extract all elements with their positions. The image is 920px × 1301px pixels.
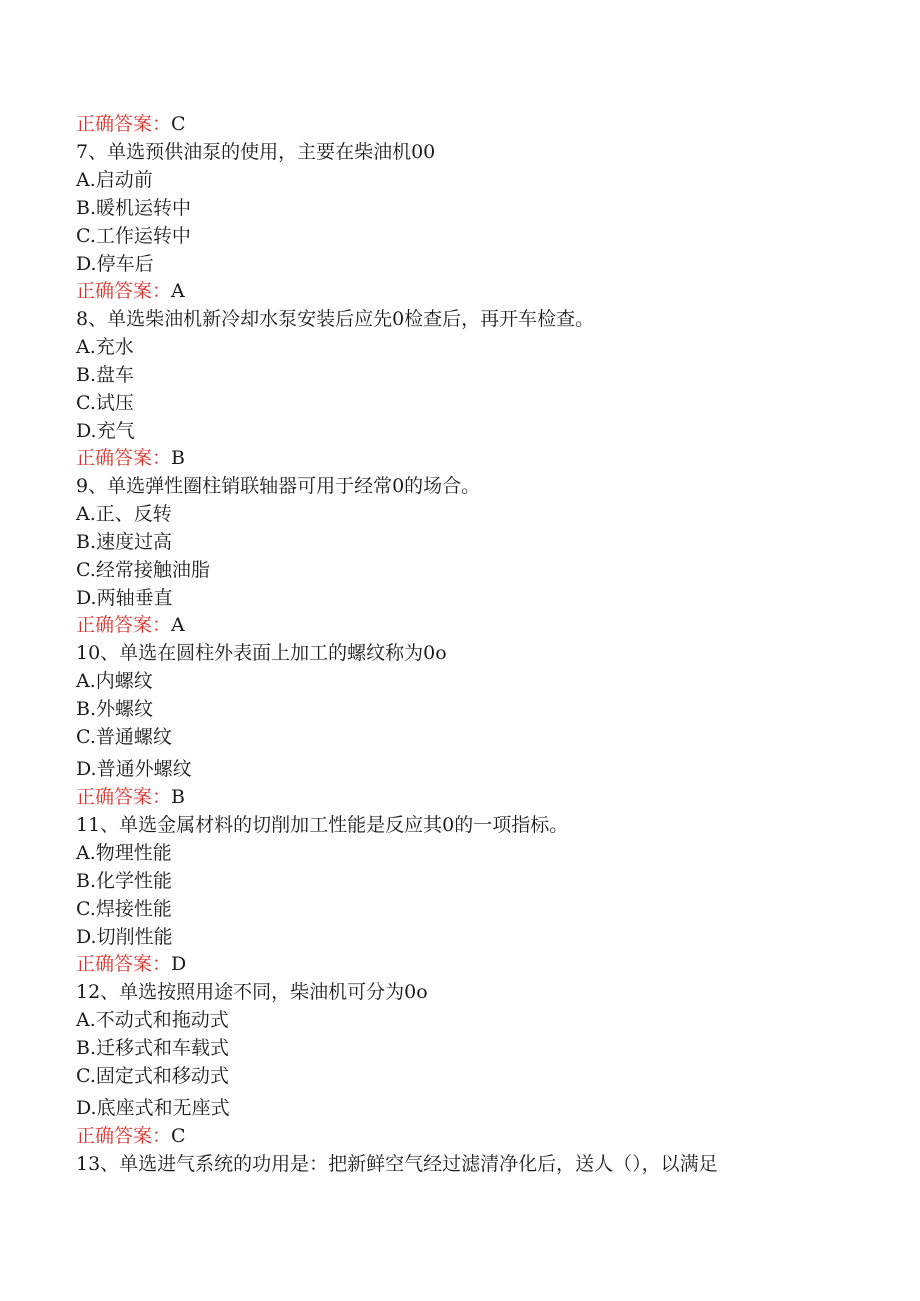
option-a: A.物理性能 bbox=[76, 842, 172, 864]
answer-label: 正确答案： bbox=[76, 113, 172, 135]
option-d: D.两轴垂直 bbox=[76, 587, 173, 609]
question-stem: 11、单选金属材料的切削加工性能是反应其0的一项指标。 bbox=[76, 814, 569, 836]
option-d: D.普通外螺纹 bbox=[76, 758, 192, 780]
answer-line bbox=[76, 613, 185, 637]
question-stem: 13、单选进气系统的功用是：把新鲜空气经过滤清净化后，送人（），以满足 bbox=[76, 1153, 718, 1175]
option-a: A.充水 bbox=[76, 336, 134, 358]
question-stem: 12、单选按照用途不同，柴油机可分为0o bbox=[76, 981, 428, 1003]
answer-value: B bbox=[171, 786, 185, 808]
option-b: B.迁移式和车载式 bbox=[76, 1037, 230, 1059]
option-d: D.充气 bbox=[76, 420, 135, 442]
option-a: A.启动前 bbox=[76, 169, 153, 191]
option-b: B.化学性能 bbox=[76, 870, 173, 892]
answer-value: C bbox=[171, 1125, 186, 1147]
answer-label: 正确答案： bbox=[76, 953, 172, 975]
option-c: C.普通螺纹 bbox=[76, 726, 172, 748]
answer-label: 正确答案： bbox=[76, 280, 172, 302]
answer-label: 正确答案： bbox=[76, 1125, 172, 1147]
answer-label: 正确答案： bbox=[76, 447, 172, 469]
option-d: D.切削性能 bbox=[76, 926, 173, 948]
option-b: B.速度过高 bbox=[76, 531, 173, 553]
option-c: C.焊接性能 bbox=[76, 898, 172, 920]
answer-value: D bbox=[171, 953, 187, 975]
answer-label: 正确答案： bbox=[76, 614, 172, 636]
answer-line bbox=[76, 446, 185, 470]
answer-value: B bbox=[171, 447, 185, 469]
answer-value: C bbox=[171, 113, 186, 135]
option-d: D.底座式和无座式 bbox=[76, 1097, 230, 1119]
answer-line bbox=[76, 112, 186, 136]
option-c: C.经常接触油脂 bbox=[76, 559, 210, 581]
option-b: B.暖机运转中 bbox=[76, 197, 192, 219]
answer-line bbox=[76, 279, 185, 303]
option-a: A.正、反转 bbox=[76, 503, 172, 525]
answer-label: 正确答案： bbox=[76, 786, 172, 808]
question-stem: 8、单选柴油机新冷却水泵安装后应先0检查后，再开车检查。 bbox=[76, 308, 595, 330]
option-b: B.外螺纹 bbox=[76, 698, 154, 720]
option-c: C.工作运转中 bbox=[76, 225, 191, 247]
answer-line bbox=[76, 785, 185, 809]
option-a: A.内螺纹 bbox=[76, 670, 153, 692]
answer-value: A bbox=[171, 614, 185, 636]
option-d: D.停车后 bbox=[76, 253, 154, 275]
option-c: C.试压 bbox=[76, 392, 134, 414]
option-c: C.固定式和移动式 bbox=[76, 1065, 229, 1087]
option-a: A.不动式和拖动式 bbox=[76, 1009, 229, 1031]
question-stem: 9、单选弹性圈柱销联轴器可用于经常0的场合。 bbox=[76, 475, 481, 497]
answer-line bbox=[76, 1124, 186, 1148]
option-b: B.盘车 bbox=[76, 364, 135, 386]
question-stem: 10、单选在圆柱外表面上加工的螺纹称为0o bbox=[76, 642, 447, 664]
question-stem: 7、单选预供油泵的使用，主要在柴油机00 bbox=[76, 141, 436, 163]
answer-line bbox=[76, 952, 186, 976]
answer-value: A bbox=[171, 280, 185, 302]
